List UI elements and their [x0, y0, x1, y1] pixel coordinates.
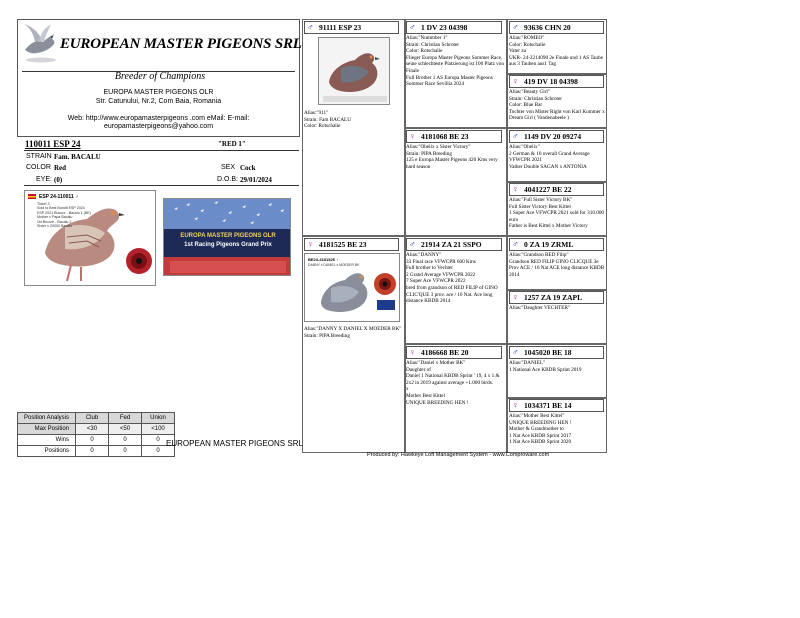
male-icon: ♂ — [409, 239, 416, 249]
male-icon: ♂ — [512, 239, 519, 249]
web-line: Web: http://www.europamasterpigeons .com eMail: E-mail: — [67, 115, 250, 122]
photo-note: Mother x Papa Bacalu — [37, 215, 73, 220]
strain-value: Fam. BACALU — [54, 153, 101, 161]
dd-ring-box[interactable] — [406, 346, 502, 359]
table-cell: 0 — [109, 435, 142, 446]
sd-ring: 4181068 BE 23 — [421, 132, 469, 141]
ds-description: Alias:"DANNY" 33 Final race VFWCPR 600 Kms Full brother to Vechter 2 Grand Average VFWCPR 2022 7 Super Ace VFWCPR 2022 bred from grandson of RED FILIP of GINO CLIC'QUE 3 prov. ace / 16 Nat. Ace long distance KBDB 2014 — [406, 252, 498, 305]
photo-note: Sister x 20000 Bacalu — [37, 224, 72, 229]
dd-ring: 4186668 BE 20 — [421, 348, 469, 357]
sex-label: SEX — [221, 164, 236, 171]
dob-value: 29/01/2024 — [240, 176, 272, 184]
sss-description: Alias:"ROMEO" Color: Rotschalie Vater zu UKR- 24-2214090 2e Finale und 1 AS Taube aus 3 Tauben aus1 Tag — [509, 35, 603, 68]
eye-label: EYE: — [36, 176, 52, 183]
dsd-ring-box[interactable] — [509, 291, 604, 304]
sire-ring: 91111 ESP 23 — [319, 23, 362, 32]
dam-ring-box[interactable] — [304, 238, 399, 251]
table-cell: 0 — [142, 446, 175, 457]
photo-ring-label: ESP 24-110011 ♂ — [39, 194, 79, 200]
photo-note: 1st Bucure - Bacalu 2 — [37, 219, 72, 224]
table-cell: 0 — [76, 446, 109, 457]
table-header-cell: Position Analysis — [18, 413, 76, 424]
sds-description: Alias:"Obelix" 2 German & 10 overall Grand Average VFWCPR 2021 Vather Double SAGAN x ANTONIA — [509, 144, 590, 170]
dss-ring-box[interactable] — [509, 238, 604, 251]
address-line-2: Str. Catunului, Nr.2, Com Baia, Romania — [95, 98, 222, 105]
ssd-ring-box[interactable] — [509, 75, 604, 88]
dam-photo[interactable] — [304, 253, 400, 322]
female-icon: ♀ — [512, 184, 519, 194]
table-header-cell: Union — [142, 413, 175, 424]
table-cell: 0 — [76, 435, 109, 446]
female-icon: ♀ — [307, 239, 314, 249]
female-icon: ♀ — [512, 400, 519, 410]
main-bird-photo[interactable] — [24, 190, 156, 286]
pigeon-logo — [21, 22, 61, 68]
table-cell: <100 — [142, 424, 175, 435]
bird-ring-number: 110011 ESP 24 — [25, 139, 81, 149]
sex-value: Cock — [240, 164, 256, 172]
dsd-description: Alias:"Daughter VECHTER" — [509, 305, 571, 311]
sd-description: Alias:"Obelix x Sister Victory" Strain: PIPA Breeding 125 e Europa Master Pigeons 420 Kms very hard season — [406, 144, 498, 170]
dsd-ring: 1257 ZA 19 ZAPL — [524, 293, 583, 302]
table-cell: <50 — [109, 424, 142, 435]
table-cell: 0 — [109, 446, 142, 457]
male-icon: ♂ — [512, 22, 519, 32]
ssd-description: Alias:"Beauty Girl" Strain: Christian Schroter Color: Blue Bar Tochter von Mister Right von Karl Kummer x Dream Girl ( Vandenabeele ) — [509, 89, 605, 122]
sss-ring: 93636 CHN 20 — [524, 23, 571, 32]
table-header-cell: Fed — [109, 413, 142, 424]
sire-photo[interactable] — [318, 37, 390, 105]
info-divider-bottom — [24, 185, 299, 186]
male-icon: ♂ — [409, 22, 416, 32]
table-row — [18, 435, 175, 446]
ss-ring-box[interactable] — [406, 21, 502, 34]
address-line-1: EUROPA MASTER PIGEONS OLR — [103, 89, 214, 96]
banner-line-1: EUROPA MASTER PIGEONS OLR — [180, 233, 276, 239]
info-divider-top — [24, 150, 299, 151]
sds-ring: 1149 DV 20 09274 — [524, 132, 582, 141]
sdd-ring: 4041227 BE 22 — [524, 185, 572, 194]
female-icon: ♀ — [512, 76, 519, 86]
brand-title: EUROPEAN MASTER PIGEONS SRL — [60, 36, 302, 52]
sd-ring-box[interactable] — [406, 130, 502, 143]
table-header-cell: Club — [76, 413, 109, 424]
male-icon: ♂ — [512, 131, 519, 141]
race-banner-photo[interactable] — [163, 198, 291, 276]
table-row-label: Wins — [18, 435, 76, 446]
banner-line-2: 1st Racing Pigeons Grand Prix — [184, 242, 272, 248]
dds-description: Alias:"DANIEL" 1 National Ace KBDB Sprint 2019 — [509, 360, 582, 373]
female-icon: ♀ — [409, 347, 416, 357]
dam-photo-ring-label: BE23-4181525 ♀ — [308, 257, 340, 262]
ss-description: Alias:"Nummber 1" Strain: Christian Schroter Color: Rotschalie Flieger Europa Master Pigeons Sommer Race, seine schlechteste Platzierung ist 100 Platz von Finale Full Brother 1 AS Europa Master Pigeons Sommer Race Sevillia 2024 — [406, 35, 504, 88]
dam-ring: 4181525 BE 23 — [319, 240, 367, 249]
eye-value: (0) — [54, 176, 63, 184]
dss-description: Alias:"Grandson RED Filip" Grandson RED FILIP GINO CLICQUE 3e Prov ACE / 16 Nat ACE long distance KBDB 2014 — [509, 252, 605, 278]
table-row — [18, 424, 175, 435]
female-icon: ♀ — [512, 292, 519, 302]
sire-description: Alias:"911" Strain: Fam BACALU Color: Rotschalie — [304, 110, 351, 130]
email-line: europamasterpigeons@yahoo.com — [103, 123, 214, 130]
ddd-ring-box[interactable] — [509, 399, 604, 412]
table-cell: 0 — [142, 435, 175, 446]
sdd-description: Alias:"Full Sister Victory BK" Full Sister Victory Best Kittel 1 Super Ace VFWCPR 2021 sold for 310.000 euro Father is Best Kittel x Mother Victory — [509, 197, 605, 230]
brand-tagline: Breeder of Champions — [114, 71, 206, 82]
ssd-ring: 419 DV 18 04398 — [524, 77, 578, 86]
dob-label: D.O.B: — [217, 176, 239, 183]
photo-note: Ticket 3 — [37, 202, 50, 206]
footer-credit: Produced by: Hawkeye Loft Management System - www.Comproware.com — [367, 452, 550, 458]
color-value: Red — [54, 164, 67, 172]
position-analysis-table — [17, 412, 175, 457]
male-icon: ♂ — [307, 22, 314, 32]
ss-ring: 1 DV 23 04398 — [421, 23, 468, 32]
sss-ring-box[interactable] — [509, 21, 604, 34]
photo-note: Sold to Best Bandit ESP 2024 — [37, 206, 85, 211]
dds-ring: 1045020 BE 18 — [524, 348, 572, 357]
dam-description: Alias:"DANNY X DANIEL X MOEDER BK" Strain: PIPA Breeding — [304, 326, 402, 339]
sire-ring-box[interactable] — [304, 21, 399, 34]
ddd-description: Alias:"Mother Best Kittel" UNIQUE BREEDING HEN ! Mother & Grandmother to 1 Nat Ace KBDB Sprint 2017 1 Nat Ace KBDB Sprint 2020 — [509, 413, 572, 446]
ds-ring-box[interactable] — [406, 238, 502, 251]
table-cell: <30 — [76, 424, 109, 435]
table-row — [18, 446, 175, 457]
ds-ring: 21914 ZA 21 SSPO — [421, 240, 482, 249]
table-row-label: Positions — [18, 446, 76, 457]
male-icon: ♂ — [512, 347, 519, 357]
footer-brand: EUROPEAN MASTER PIGEONS SRL — [166, 439, 303, 448]
photo-note: ESP 2021 Bucure - Bacalu 1 (BE) — [37, 210, 91, 215]
sds-ring-box[interactable] — [509, 130, 604, 143]
female-icon: ♀ — [409, 131, 416, 141]
ddd-ring: 1034371 BE 14 — [524, 401, 572, 410]
bird-name: "RED 1" — [218, 140, 246, 148]
table-row-label: Max Position — [18, 424, 76, 435]
dss-ring: 0 ZA 19 ZRML — [524, 240, 574, 249]
color-label: COLOR — [26, 164, 51, 171]
photo-notes — [37, 202, 91, 228]
sdd-ring-box[interactable] — [509, 183, 604, 196]
dam-photo-note: DANNY x DANIEL x MOEDER BK — [308, 263, 360, 267]
dds-ring-box[interactable] — [509, 346, 604, 359]
strain-label: STRAIN — [26, 153, 52, 160]
table-header-row — [18, 413, 175, 424]
dd-description: Alias:"Daniel x Mother BK" Daughter of Daniel 1 National KBDB Sprint ' 19, 4 x 1.& 2x2 in 2019 against average +1.000 birds. x Mother Best Kittel UNIQUE BREEDING HEN ! — [406, 360, 500, 406]
